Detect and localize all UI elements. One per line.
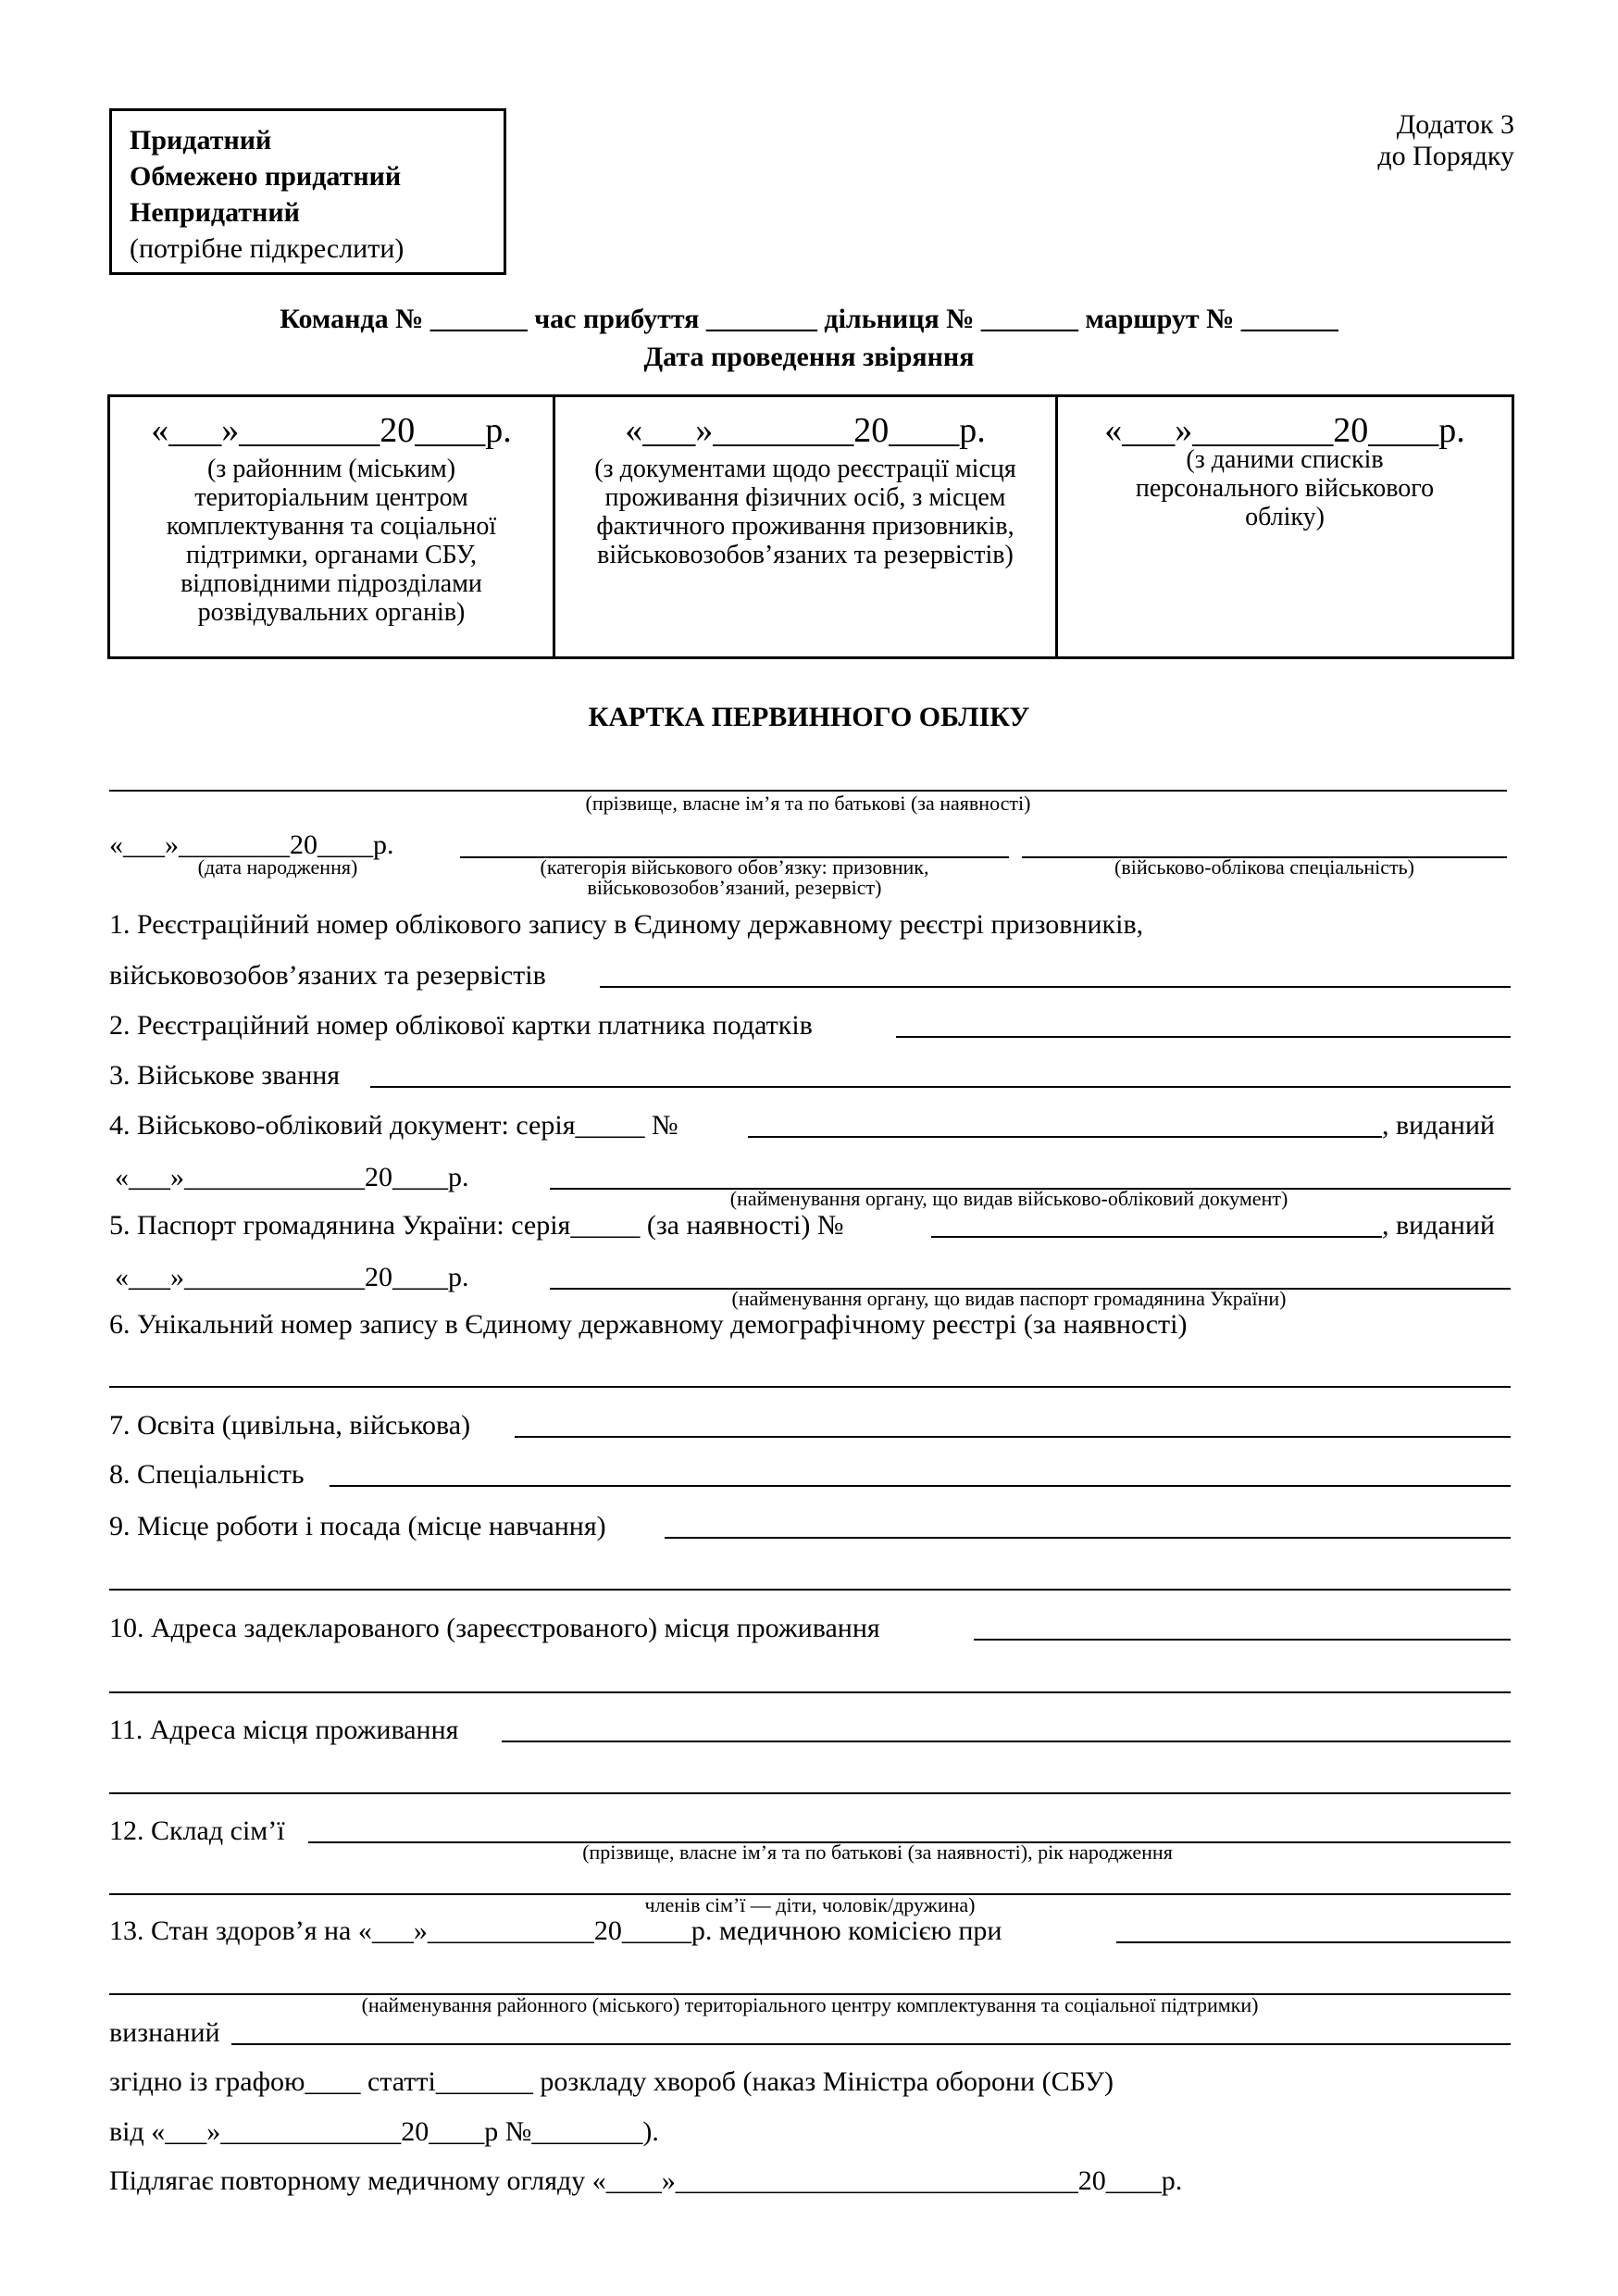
- field-6-input[interactable]: [109, 1386, 1511, 1388]
- date-cell-1-desc: (з районним (міським) територіальним центром комплектування та соціальної підтримки, органами СБУ, відповідними підрозділами розвідувальних органів): [166, 455, 497, 627]
- field-11-label: 11. Адреса місця проживання: [109, 1715, 459, 1745]
- field-13-declared-label: визнаний: [109, 2017, 220, 2048]
- date-cell-3: [1055, 397, 1512, 656]
- field-13-declared-input[interactable]: [231, 2043, 1511, 2045]
- field-11-input-line-2[interactable]: [109, 1792, 1511, 1794]
- field-5-issuer-caption: (найменування органу, що видав паспорт громадянина України): [731, 1287, 1287, 1310]
- field-2-input[interactable]: [896, 1036, 1511, 1038]
- family-caption-1: (прізвище, власне ім’я та по батькові (за наявності), рік народження: [582, 1841, 1173, 1864]
- specialty-caption: (військово-облікова спеціальність): [1114, 855, 1414, 879]
- field-6-label: 6. Унікальний номер запису в Єдиному державному демографічному реєстрі (за наявності): [109, 1309, 1188, 1340]
- category-caption-2: військовозобов’язаний, резервіст): [587, 876, 882, 899]
- date-cell-2: [553, 397, 1055, 656]
- field-1-label-b: військовозобов’язаних та резервістів: [109, 960, 546, 991]
- field-13-commission-input[interactable]: [1116, 1941, 1511, 1943]
- field-11-input[interactable]: [502, 1741, 1511, 1742]
- fitness-option-fit[interactable]: Придатний: [130, 125, 272, 156]
- field-8-label: 8. Спеціальність: [109, 1459, 305, 1490]
- field-9-input[interactable]: [665, 1537, 1511, 1539]
- date-cell-1: [110, 397, 553, 656]
- date-cell-3-date[interactable]: «___»________20____р.: [1104, 411, 1465, 450]
- commission-caption: (найменування районного (міського) територіального центру комплектування та соціальної підтримки): [361, 1993, 1259, 2016]
- field-9-input-line-2[interactable]: [109, 1589, 1511, 1591]
- field-5-number-input[interactable]: [931, 1236, 1382, 1238]
- category-caption-1: (категорія військового обов’язку: призовник,: [540, 855, 929, 879]
- field-10-label: 10. Адреса задекларованого (зареєстрованого) місця проживання: [109, 1613, 880, 1643]
- birth-date-caption: (дата народження): [197, 855, 358, 879]
- field-1-label-a: 1. Реєстраційний номер облікового запису в Єдиному державному реєстрі призовників,: [109, 909, 1144, 940]
- field-5-date[interactable]: «___»_____________20____р.: [115, 1262, 469, 1292]
- field-4-number-input[interactable]: [748, 1136, 1382, 1138]
- full-name-caption: (прізвище, власне ім’я та по батькові (за наявності): [585, 792, 1031, 815]
- field-13-reexam[interactable]: Підлягає повторному медичному огляду «____»_____________________________20____р.: [109, 2165, 1183, 2196]
- field-12-label: 12. Склад сім’ї: [109, 1816, 285, 1846]
- field-10-input[interactable]: [974, 1639, 1511, 1641]
- field-13-order-date[interactable]: від «___»_____________20____р №________).: [109, 2116, 659, 2147]
- fitness-option-unfit[interactable]: Непридатний: [130, 197, 300, 228]
- field-8-input[interactable]: [330, 1485, 1511, 1487]
- reconciliation-title: Дата проведення звіряння: [643, 342, 975, 372]
- date-cell-2-date[interactable]: «___»________20____р.: [625, 411, 986, 450]
- field-4-label: 4. Військово-обліковий документ: серія_____ №: [109, 1110, 678, 1141]
- field-4-date[interactable]: «___»_____________20____р.: [115, 1162, 469, 1192]
- field-4-issued: , виданий: [1382, 1110, 1495, 1141]
- field-3-label: 3. Військове звання: [109, 1060, 341, 1091]
- field-3-input[interactable]: [370, 1086, 1511, 1088]
- field-5-issued: , виданий: [1382, 1210, 1495, 1241]
- field-7-input[interactable]: [515, 1436, 1511, 1438]
- field-10-input-line-2[interactable]: [109, 1691, 1511, 1693]
- fitness-box: [109, 108, 506, 275]
- field-4-issuer-caption: (найменування органу, що видав військово-обліковий документ): [729, 1187, 1288, 1210]
- team-line[interactable]: Команда № _______ час прибуття ________ дільниця № _______ маршрут № _______: [280, 304, 1338, 334]
- birth-date-field[interactable]: «___»________20____р.: [109, 830, 394, 860]
- date-cell-1-date[interactable]: «___»________20____р.: [151, 411, 512, 450]
- field-13-label: 13. Стан здоров’я на «___»____________20_____р. медичною комісією при: [109, 1915, 1002, 1946]
- reconciliation-date-table: [107, 394, 1514, 659]
- field-5-label: 5. Паспорт громадянина України: серія_____ (за наявності) №: [109, 1210, 844, 1241]
- fitness-option-limited[interactable]: Обмежено придатний: [130, 161, 402, 192]
- date-cell-2-desc: (з документами щодо реєстрації місця проживання фізичних осіб, з місцем фактичного проживання призовників, військовозобов’язаних та резервістів): [594, 455, 1016, 569]
- field-7-label: 7. Освіта (цивільна, військова): [109, 1410, 471, 1441]
- field-2-label: 2. Реєстраційний номер облікової картки платника податків: [109, 1010, 813, 1041]
- date-cell-3-desc: (з даними списків персонального військового обліку): [1135, 445, 1435, 531]
- field-9-label: 9. Місце роботи і посада (місце навчання): [109, 1511, 606, 1541]
- fitness-hint: (потрібне підкреслити): [130, 233, 404, 264]
- field-1-input[interactable]: [600, 986, 1511, 988]
- appendix-line-2: до Порядку: [1377, 141, 1514, 171]
- card-title: КАРТКА ПЕРВИННОГО ОБЛІКУ: [588, 702, 1030, 732]
- family-caption-2: членів сім’ї — діти, чоловік/дружина): [644, 1893, 976, 1916]
- field-13-graph[interactable]: згідно із графою____ статті_______ розкладу хвороб (наказ Міністра оборони (СБУ): [109, 2066, 1114, 2097]
- appendix-line-1: Додаток 3: [1396, 109, 1514, 140]
